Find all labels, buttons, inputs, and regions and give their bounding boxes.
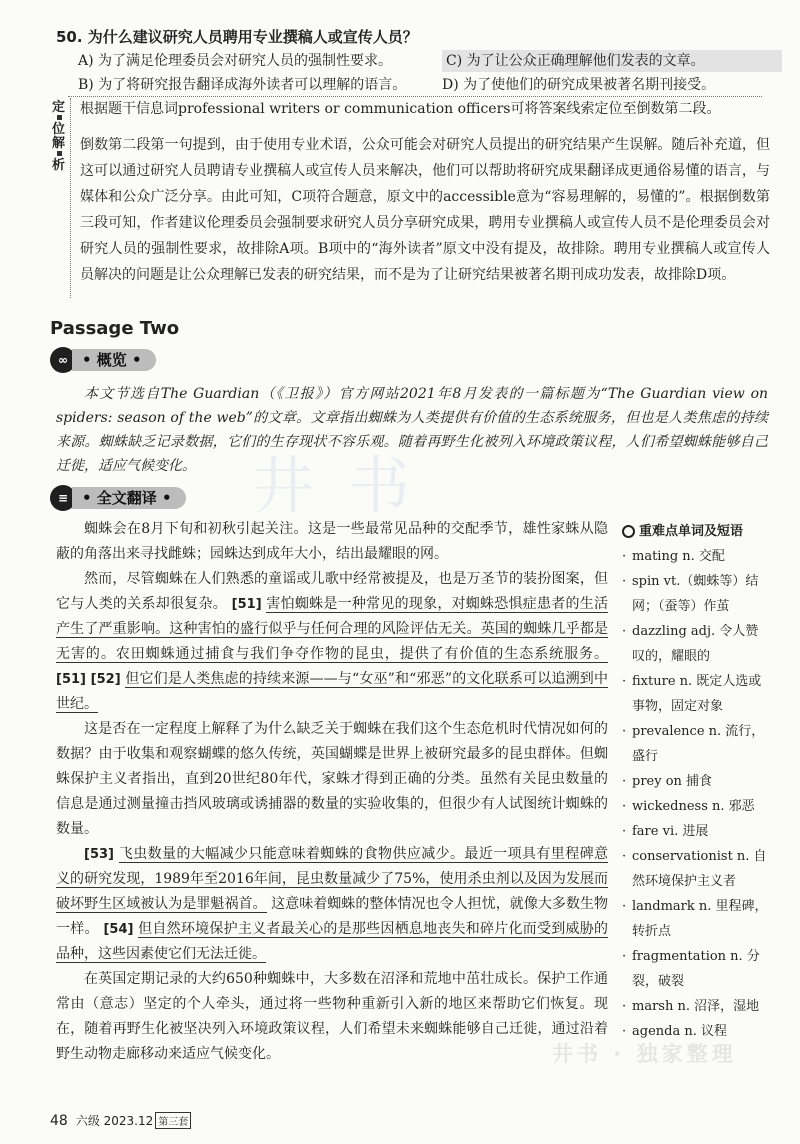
analysis-tag-char-2: 析 [52,158,66,173]
vocab-item: · fare vi. 进展 [622,819,770,844]
question-options [56,50,776,96]
analysis-text: 倒数第二段第一句提到，由于使用专业术语，公众可能会对研究人员提出的研究结果产生误解。随后补充道，但这可以通过研究人员聘请专业撰稿人或宣传人员来解决，他们可以帮助将研究成果翻译成更通俗易懂的语言，与媒体和公众广泛分享。由此可知，C项符合题意，原文中的accessible意为“容易理解的，易懂的”。根据倒数第三段可知，作者建议伦理委员会强制要求研究人员分享研究成果，聘用专业撰稿人或宣传人员不是伦理委员会对研究人员的强制性要求，故排除A项。B项中的“海外读者”原文中没有提及，故排除。聘用专业撰稿人或宣传人员解决的问题是让公众理解已发表的研究结果，而不是为了让研究结果被著名期刊成功发表，故排除D项。 [80,137,770,283]
vocab-item: · conservationist n. 自然环境保护主义者 [622,844,770,894]
question-marker-53: [53] [84,847,114,862]
locate-tag [52,100,68,137]
locate-text: 根据题干信息词professional writers or communication officers可将答案线索定位至倒数第二段。 [80,101,721,117]
analysis-tag [52,136,68,173]
footer-text: 六级 2023.12 [75,1114,154,1128]
vocab-item: · marsh n. 沼泽，湿地 [622,994,770,1019]
option-c: C) 为了让公众正确理解他们发表的文章。 [442,50,782,72]
bullet-icon: · [622,1024,627,1039]
bullet-icon: · [622,799,627,814]
p2-underlined-c: 但它们是人类焦虑的持续来源——与“女巫”和“邪恶”的文化联系可以追溯到中世纪。 [56,671,608,712]
p4-underlined-c: 但自然环境保护主义者最关心的是那些因栖息地丧失和碎片化而受到威胁的品种，这些因素使它们无法迁徙。 [56,921,609,962]
overview-post: ”的文章。文章指出蜘蛛为人类提供有价值的生态系统服务，但也是人类焦虑的持续来源。蜘蛛缺乏记录数据，它们的生存现状不容乐观。随着再野生化被列入环境政策议程，人们希望蜘蛛能够自己迁徙，适应气候变化。 [56,410,768,474]
footer-set-label: 第三套 [155,1112,191,1129]
bullet-icon [57,115,62,120]
overview-mid: （《卫报》）官方网站2021年8月发表的一篇标题为“ [259,386,608,402]
bullet-icon: · [622,724,627,739]
bullet-icon: · [622,774,627,789]
bullet-icon: · [622,674,627,689]
question-marker-54: [54] [103,922,134,937]
paragraph-5: 在英国定期记录的大约650种蜘蛛中，大多数在沼泽和荒地中茁壮成长。保护工作通常由（意志）坚定的个人牵头，通过将一些物种重新引入新的地区来帮助它们恢复。现在，随着再野生化被坚决列入环境政策议程，人们希望未来蜘蛛能够自己迁徙，通过沿着野生动物走廊移动来适应气候变化。 [56,971,608,1062]
passage-title: Passage Two [50,318,180,339]
option-d: D) 为了使他们的研究成果被著名期刊接受。 [442,77,716,93]
bullet-icon: · [622,949,627,964]
translation-header [50,485,186,511]
locate-tag-char-2: 位 [52,122,66,137]
vocab-heading-text: 重难点单词及短语 [639,524,744,539]
dotted-vertical-rule [70,98,71,298]
overview-header [50,347,156,373]
bullet-icon: · [622,574,627,589]
vocab-item: · prevalence n. 流行，盛行 [622,719,770,769]
glasses-icon: ∞ [50,347,76,373]
vocab-item: · fixture n. 既定人选或事物，固定对象 [622,669,770,719]
overview-article-title: The Guardian view on spiders: season of the web [56,386,769,426]
overview-source: The Guardian [160,386,260,402]
question-block [56,26,776,96]
vocab-item: · wickedness n. 邪恶 [622,794,770,819]
p2-text-a: 然而，尽管蜘蛛在人们熟悉的童谣或儿歌中经常被提及，也是万圣节的装扮图案，但它与人类的关系却很复杂。 [56,571,608,612]
vocab-item: · dazzling adj. 令人赞叹的，耀眼的 [622,619,770,669]
question-title: 50. 为什么建议研究人员聘用专业撰稿人或宣传人员？ [56,28,418,46]
paragraph-2 [56,567,608,717]
bullet-icon: · [622,624,627,639]
vocab-item: · landmark n. 里程碑，转折点 [622,894,770,944]
document-icon: ≡ [50,485,76,511]
target-icon [622,525,635,538]
question-marker-51-52: [51] [52] [56,672,121,687]
option-a: A) 为了满足伦理委员会对研究人员的强制性要求。 [78,53,393,69]
option-b: B) 为了将研究报告翻译成海外读者可以理解的语言。 [78,77,407,93]
locate-tag-char-1: 定 [52,100,66,115]
translation-body [56,517,608,1067]
bullet-icon: · [622,899,627,914]
page-number: 48 [50,1112,68,1129]
vocab-item: · fragmentation n. 分裂，破裂 [622,944,770,994]
p4-text-b: 这意味着蜘蛛的整体情况也令人担忧，就像大多数生物一样。 [56,896,609,937]
overview-pre: 本文节选自 [84,386,161,402]
watermark-bottom: 井书 · 独家整理 [552,1042,737,1066]
vocab-sidebar [622,519,770,1044]
vocab-heading [622,519,770,544]
bullet-icon [57,151,62,156]
vocab-item: · mating n. 交配 [622,544,770,569]
question-marker-51: [51] [231,597,262,612]
bullet-icon: · [622,849,627,864]
dotted-separator [68,96,762,97]
vocab-item: · prey on 捕食 [622,769,770,794]
vocab-item: · spin vt.（蜘蛛等）结网；（蚕等）作茧 [622,569,770,619]
p4-underlined-a: 飞虫数量的大幅减少只能意味着蜘蛛的食物供应减少。最近一项具有里程碑意义的研究发现，1989年至2016年间，昆虫数量减少了75%，使用杀虫剂以及因为发展而破坏野生区域被认为是罪魁祸首。 [56,846,609,912]
paragraph-1: 蜘蛛会在8月下旬和初秋引起关注。这是一些最常见品种的交配季节，雄性家蛛从隐蔽的角落出来寻找雌蛛；园蛛达到成年大小，结出最耀眼的网。 [56,521,608,562]
bullet-icon: · [622,549,627,564]
analysis-tag-char-1: 解 [52,136,66,151]
overview-label: • 概览 • [72,349,156,371]
bullet-icon: · [622,999,627,1014]
paragraph-3: 这是否在一定程度上解释了为什么缺乏关于蜘蛛在我们这个生态危机时代情况如何的数据？由于收集和观察蝴蝶的悠久传统，英国蝴蝶是世界上被研究最多的昆虫群体。但蜘蛛保护主义者指出，直到20世纪80年代，家蛛才得到正确的分类。虽然有关昆虫数量的信息是通过测量撞击挡风玻璃或诱捕器的数量的实验收集的，但很少有人试图统计蜘蛛的数量。 [56,721,608,837]
vocab-item: · agenda n. 议程 [622,1019,770,1044]
watermark-main: 井书 [252,449,445,522]
p2-underlined-b: 害怕蜘蛛是一种常见的现象，对蜘蛛恐惧症患者的生活产生了严重影响。这种害怕的盛行似乎与任何合理的风险评估无关。英国的蜘蛛几乎都是无害的。农田蜘蛛通过捕食与我们争夺作物的昆虫，提供了有价值的生态系统服务。 [56,596,609,662]
page-footer [50,1112,191,1129]
bullet-icon: · [622,824,627,839]
translation-label: • 全文翻译 • [72,487,186,509]
paragraph-4 [56,842,608,967]
